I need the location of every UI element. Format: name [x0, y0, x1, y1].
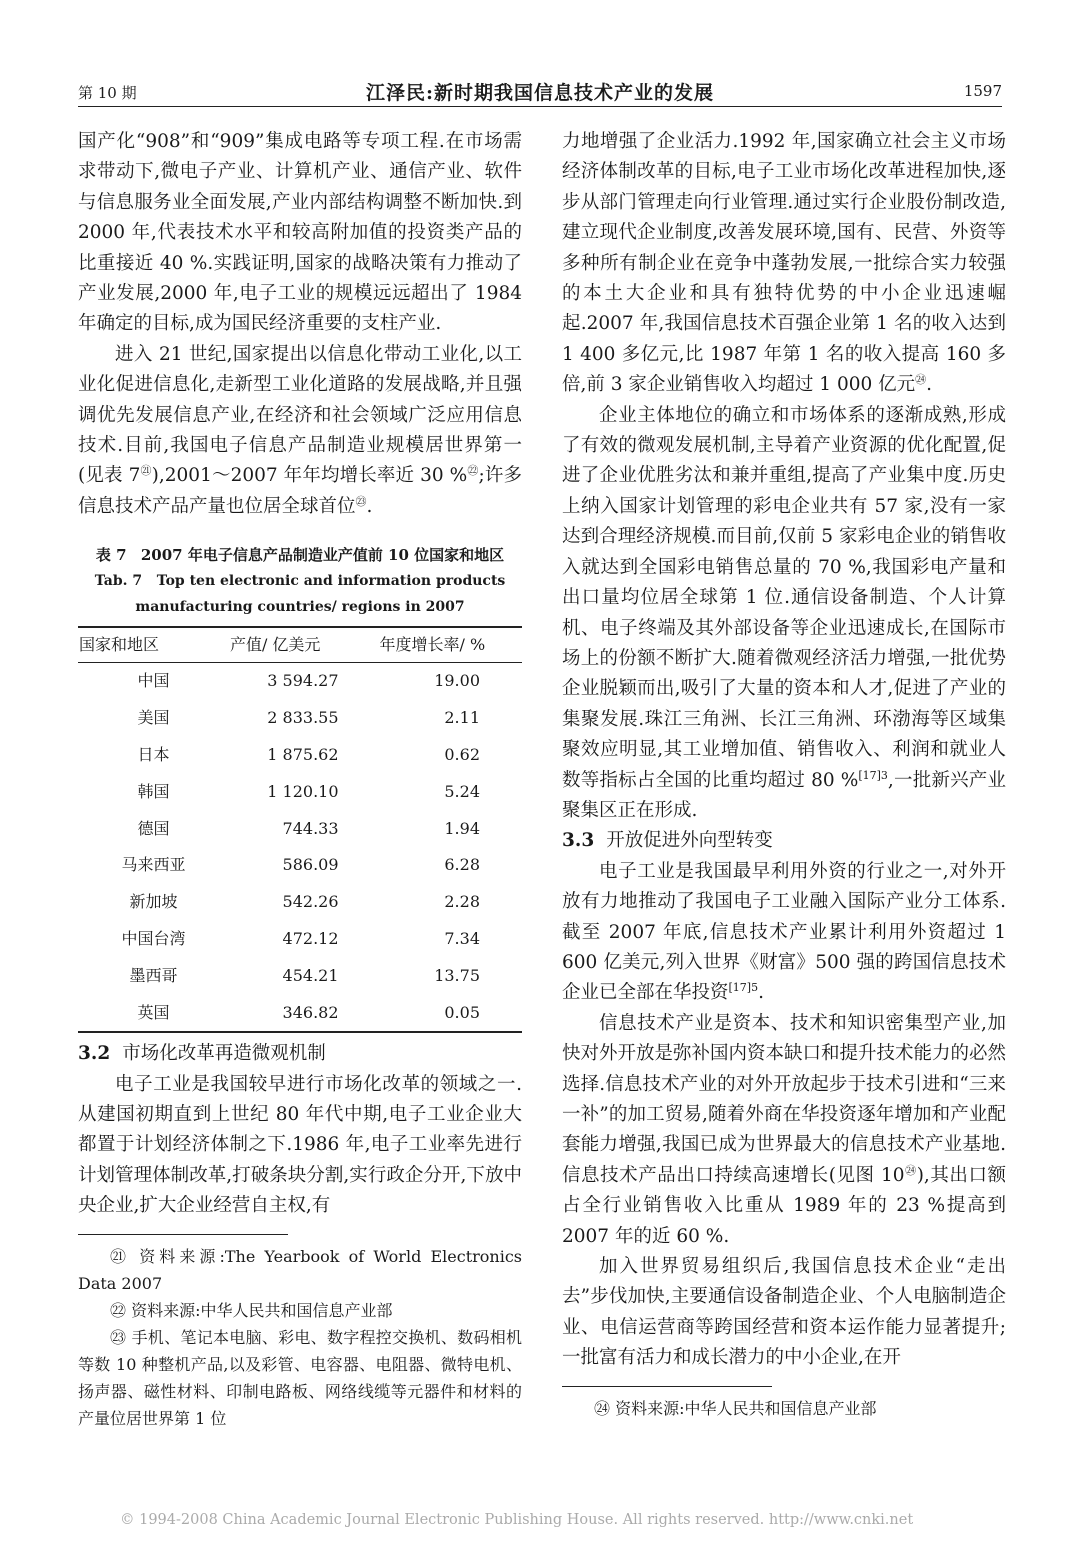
footnote: ㉔ 资料来源:中华人民共和国信息产业部	[594, 1398, 877, 1418]
paragraph	[562, 857, 1006, 1009]
table-row	[78, 737, 522, 774]
output-value-cell: 1 120.10	[267, 781, 339, 801]
section-heading	[78, 1039, 522, 1069]
table-label-en: Tab. 7	[94, 573, 143, 590]
growth-rate-cell: 6.28	[444, 855, 480, 875]
column-header: 年度增长率/ %	[379, 627, 522, 663]
column-header: 产值/ 亿美元	[229, 627, 379, 663]
text-run: 企业主体地位的确立和市场体系的逐渐成熟,形成了有效的微观发展机制,主导着产业资源的优化配置,促进了企业优胜劣汰和兼并重组,提高了产业集中度.历史上纳入国家计划管理的彩电企业共有 57 家,没有一家达到合理经济规模.而目前,仅前 5 家彩电企业的销售收入就达到全国彩电销售总量的 70 %,我国彩电产量和出口量均位居全球第 1 位.通信设备制造、个人计算机、电子终端及其外部设备等企业迅速成长,在国际市场上的份额不断扩大.随着微观经济活力增强,一批优势企业脱颖而出,吸引了大量的资本和人才,促进了产业的集聚发展.珠江三角洲、长江三角洲、环渤海等区域集聚效应明显,其工业增加值、销售收入、利润和就业人数等指标占全国的比重均超过 80 %	[562, 404, 1006, 791]
section-heading	[562, 826, 1006, 856]
column-header: 国家和地区	[78, 627, 229, 663]
table-title-en-2: manufacturing countries/ regions in 2007	[135, 599, 465, 616]
section-title: 市场化改革再造微观机制	[122, 1043, 326, 1065]
growth-rate-cell: 13.75	[434, 965, 480, 985]
section-number: 3.2	[78, 1043, 111, 1065]
country-cell: 墨西哥	[129, 965, 178, 985]
header-rule	[78, 106, 1002, 107]
footnote: ㉓ 手机、笔记本电脑、彩电、数字程控交换机、数码相机等数 10 种整机产品,以及彩管、电容器、电阻器、微特电机、扬声器、磁性材料、印制电路板、网络线缆等元器件和材料的产量位居世界第 1 位	[78, 1327, 522, 1428]
country-cell: 日本	[137, 745, 170, 765]
citation-ref: [17]5	[728, 981, 759, 995]
output-value-cell: 744.33	[282, 818, 339, 838]
country-cell: 新加坡	[129, 892, 178, 912]
footnote-rule	[78, 1234, 288, 1235]
footnote: ㉒ 资料来源:中华人民共和国信息产业部	[110, 1300, 393, 1320]
text-run: 力地增强了企业活力.1992 年,国家确立社会主义市场经济体制改革的目标,电子工业市场化改革进程加快,逐步从部门管理走向行业管理.通过实行企业股份制改造,建立现代企业制度,改善发展环境,国有、民营、外资等多种所有制企业在竞争中蓬勃发展,一批综合实力较强的本土大企业和具有独特优势的中小企业迅速崛起.2007 年,我国信息技术百强企业第 1 名的收入达到 1 400 多亿元,比 1987 年第 1 名的收入提高 160 多倍,前 3 家企业销售收入均超过 1 000 亿元	[562, 131, 1006, 396]
output-value-cell: 3 594.27	[267, 671, 339, 691]
table-row	[78, 774, 522, 811]
growth-rate-cell: 0.62	[444, 745, 480, 765]
growth-rate-cell: 2.28	[444, 892, 480, 912]
growth-rate-cell: 2.11	[444, 708, 480, 728]
text-run: 信息技术产业是资本、技术和知识密集型产业,加快对外开放是弥补国内资本缺口和提升技术能力的必然选择.信息技术产业的对外开放起步于技术引进和“三来一补”的加工贸易,随着外商在华投资逐年增加和产业配套能力增强,我国已成为世界最大的信息技术产业基地.信息技术产品出口持续高速增长(见图 10	[562, 1012, 1007, 1186]
text-run: ,一批新兴产业聚集区正在形成.	[562, 769, 1006, 821]
running-title: 江泽民:新时期我国信息技术产业的发展	[365, 82, 714, 104]
text-run: 电子工业是我国最早利用外资的行业之一,对外开放有力地推动了我国电子工业融入国际产业分工体系.截至 2007 年底,信息技术产业累计利用外资超过 1 600 亿美元,列入世界《财富》500 强的跨国信息技术企业已全部在华投资	[562, 860, 1006, 1004]
table-row	[78, 994, 522, 1032]
table-title-en-1: Top ten electronic and information products	[156, 573, 506, 590]
output-value-cell: 346.82	[229, 994, 379, 1032]
table-row	[78, 958, 522, 995]
table-caption-zh	[78, 542, 522, 568]
text-run: ;许多信息技术产品产量也位居全球首位	[78, 465, 523, 517]
growth-rate-cell: 0.05	[379, 994, 522, 1032]
table-row	[78, 663, 522, 700]
table-row	[78, 700, 522, 737]
growth-rate-cell: 5.24	[444, 781, 480, 801]
table-row	[78, 810, 522, 847]
text-run: ),其出口额占全行业销售收入比重从 1989 年的 23 %提高到 2007 年的近 60 %.	[562, 1164, 1006, 1247]
table-row	[78, 847, 522, 884]
country-cell: 美国	[137, 708, 170, 728]
country-cell: 英国	[78, 994, 229, 1032]
right-column	[562, 127, 1006, 1422]
citation-ref: [17]3	[858, 768, 888, 782]
paragraph	[562, 127, 1006, 401]
country-cell: 中国	[137, 671, 170, 691]
footnote-ref: ㉔	[915, 373, 927, 387]
text-run: .	[366, 495, 373, 517]
copyright-footer: © 1994-2008 China Academic Journal Electronic Publishing House. All rights reserved. http://www.cnki.net	[120, 1512, 914, 1528]
section-number: 3.3	[562, 830, 595, 852]
paragraph	[562, 401, 1006, 827]
paragraph	[78, 340, 522, 522]
table-row	[78, 921, 522, 958]
growth-rate-cell: 1.94	[444, 818, 480, 838]
footnote-ref: ㉑	[140, 464, 152, 478]
country-cell: 马来西亚	[121, 855, 186, 875]
text-run: ),2001～2007 年年均增长率近 30 %	[151, 465, 468, 487]
table-caption-en	[78, 568, 522, 620]
footnote-rule	[562, 1386, 772, 1387]
output-value-cell: 586.09	[282, 855, 339, 875]
footnote-ref: ㉔	[904, 1163, 917, 1177]
page-number: 1597	[963, 82, 1002, 100]
table-row	[78, 884, 522, 921]
output-value-cell: 1 875.62	[267, 745, 339, 765]
growth-rate-cell: 7.34	[444, 929, 480, 949]
output-value-cell: 454.21	[282, 965, 339, 985]
paragraph: 电子工业是我国较早进行市场化改革的领域之一.从建国初期直到上世纪 80 年代中期,电子工业企业大都置于计划经济体制之下.1986 年,电子工业率先进行计划管理体制改革,打破条块分割,实行政企分开,下放中央企业,扩大企业经营自主权,有	[78, 1073, 522, 1217]
country-cell: 韩国	[137, 781, 170, 801]
output-value-cell: 542.26	[282, 892, 339, 912]
country-cell: 中国台湾	[121, 929, 186, 949]
table-title: 2007 年电子信息产品制造业产值前 10 位国家和地区	[140, 546, 505, 565]
text-run: .	[758, 982, 764, 1004]
growth-rate-cell: 19.00	[434, 671, 480, 691]
footnote-ref: ㉓	[355, 494, 367, 508]
left-column	[78, 127, 522, 1432]
paragraph: 加入世界贸易组织后,我国信息技术企业“走出去”步伐加快,主要通信设备制造企业、个人电脑制造企业、电信运营商等跨国经营和资本运作能力显著提升;一批富有活力和成长潜力的中小企业,在开	[562, 1256, 1006, 1369]
data-table	[78, 626, 522, 1033]
country-cell: 德国	[137, 818, 170, 838]
text-run: .	[926, 374, 933, 396]
output-value-cell: 472.12	[282, 929, 339, 949]
page-header	[78, 78, 1002, 108]
paragraph	[562, 1009, 1006, 1252]
footnote: ㉑ 资料来源:The Yearbook of World Electronics Data 2007	[78, 1246, 522, 1293]
issue-label: 第 10 期	[78, 84, 137, 102]
text-run: 进入 21 世纪,国家提出以信息化带动工业化,以工业化促进信息化,走新型工业化道路的发展战略,并且强调优先发展信息产业,在经济和社会领域广泛应用信息技术.目前,我国电子信息产品制造业规模居世界第一(见表 7	[78, 343, 522, 487]
paragraph: 国产化“908”和“909”集成电路等专项工程.在市场需求带动下,微电子产业、计算机产业、通信产业、软件与信息服务业全面发展,产业内部结构调整不断加快.到 2000 年,代表技术水平和较高附加值的投资类产品的比重接近 40 %.实践证明,国家的战略决策有力推动了产业发展,2000 年,电子工业的规模远远超出了 1984 年确定的目标,成为国民经济重要的支柱产业.	[78, 131, 522, 335]
section-title: 开放促进外向型转变	[606, 830, 773, 852]
table-header-row	[78, 627, 522, 663]
table-label: 表 7	[95, 546, 127, 565]
footnote-ref: ㉒	[467, 464, 479, 478]
output-value-cell: 2 833.55	[267, 708, 339, 728]
